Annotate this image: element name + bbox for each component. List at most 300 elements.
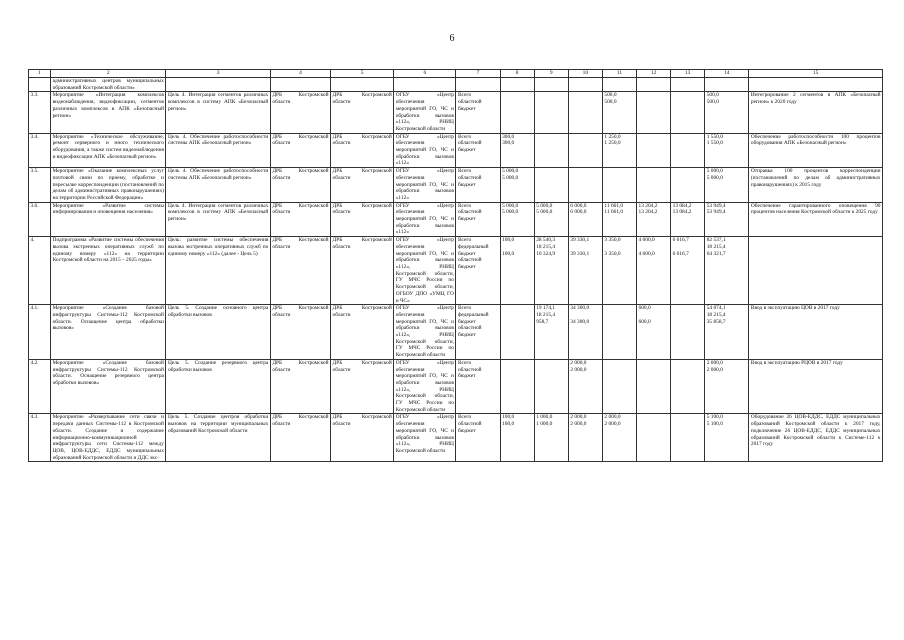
amount-col-12-line [639,367,669,374]
participants: ОГБУ «Центр обеспечения мероприятий ГО, ЧС и обработки вызовов «112» [395,168,454,201]
participants [394,78,456,92]
amount-col-9 [534,305,568,360]
amount-total-line: 2 000,0 [706,359,723,366]
amount-col-8-line: 300,0 [502,133,515,140]
amount-col-12 [637,168,671,203]
amount-col-11 [602,202,636,237]
row-number: 4.3. [29,414,51,462]
amount-col-11-line [604,312,634,319]
funding-source-line: областной бюджет [457,325,482,339]
amount-col-13-line [673,134,703,141]
amount-col-13-line [673,367,703,374]
header-col-2018: 11 [602,70,636,78]
expected-result: Обеспечение гарантированного оповещения 90 процентов населения Костромской области к 2025 году [749,202,883,237]
header-col-source: 7 [456,70,500,78]
table-row [29,168,883,203]
amount-total-line: 53 949,4 [706,202,726,209]
amount-col-13 [671,414,705,462]
amount-col-13 [671,305,705,360]
amount-col-11 [602,92,636,133]
amount-total [705,414,749,462]
expected-result: Интегрирование 2 сегментов в АПК «Безопасный регион» к 2020 году [749,92,883,133]
amount-col-13-line: 6 616,7 [672,237,689,244]
coordinator: ДРБ Костромской области [331,202,394,237]
coordinator [331,78,394,92]
amount-col-11-line: 2 000,0 [604,414,621,421]
amount-col-13-line: 13 084,2 [672,209,692,216]
amount-col-8-line [502,305,532,312]
amount-col-9-line [536,92,566,99]
amount-col-8 [500,237,534,305]
amount-total-line: 1 550,0 [706,140,723,147]
coordinator: ДРБ Костромской области [331,168,394,203]
amount-col-13 [671,237,705,305]
responsible-executor: ДРБ Костромской области [270,237,330,305]
amount-col-9 [534,359,568,414]
funding-source-line: областной бюджет [457,99,482,112]
row-number: 3.5. [29,168,51,203]
amount-col-8 [500,202,534,237]
amount-col-9-line: 19 174,1 [536,305,556,312]
amount-col-12-line [639,99,669,106]
amount-total-line: 5 100,0 [706,414,723,421]
measure-goal: Цель 4. Интеграция сегментов различных комплексов в систему АПК «Безопасный регион» [166,92,270,133]
amount-col-8 [500,133,534,168]
amount-col-11 [602,133,636,168]
expected-result: Отправка 100 процентов корреспонденции (постановлений по делам об административных правонарушениях) к 2015 году [749,168,883,203]
amount-col-12-line: 13 204,2 [638,202,658,209]
expected-result: Обеспечение работоспособности 100 процентов оборудования АПК «Безопасный регион» [749,133,883,168]
table-row [29,78,883,92]
amount-col-11-line: 3 350,0 [604,250,621,257]
amount-col-13-line [673,244,703,251]
expected-result: Оборудование 26 ЦОВ-ЕДДС, ЕДДС муниципальных образований Костромской области к 2017 году, подключение 26 ЦОВ-ЕДДС, ЕДДС муниципальных образований Костромской области к Системе-112 к 2017 году [749,414,883,462]
amount-col-8-line: 100,0 [502,414,515,421]
measure-goal: Цель 4. Обеспечение работоспособности системы АПК «Безопасный регион» [166,133,270,168]
header-col-2019: 12 [637,70,671,78]
amount-total-line: 18 215,4 [706,243,726,250]
amount-col-11 [602,78,636,92]
amount-col-13-line [673,414,703,421]
participants: ОГБУ «Центр обеспечения мероприятий ГО, ЧС и обработки вызовов «112», РНИЦ Костромской области [395,92,454,132]
amount-col-11-line: 3 350,0 [604,237,621,244]
amount-col-12-line [639,175,669,182]
amount-col-11-line [604,244,634,251]
measure-name: Подпрограмма «Развитие системы обеспечения вызова экстренных оперативных служб по единому номеру «112» на территории Костромской области на 2015 – 2025 годы» [51,237,166,305]
amount-col-11 [602,168,636,203]
amount-total [705,359,749,414]
amount-col-9-line: 1 000,0 [536,421,553,428]
row-number: 3.6. [29,202,51,237]
funding-source-line: Всего [457,168,472,175]
funding-source-line: областной бюджет [457,366,482,380]
coordinator: ДРБ Костромской области [331,305,394,360]
amount-col-11 [602,237,636,305]
amount-col-9 [534,168,568,203]
table-body [29,70,883,462]
amount-col-13-line [673,175,703,182]
amount-col-9 [534,237,568,305]
funding-source-line: Всего [457,305,472,312]
amount-col-8-line: 5 000,0 [502,202,519,209]
measure-goal: Цель 5. Создание центров обработки вызовов на территории муниципальных образований Костромской области [166,414,270,462]
amount-col-8-line [502,99,532,106]
amount-col-12 [637,78,671,92]
amount-col-10-line: 6 000,0 [570,209,587,216]
table-row [29,414,883,462]
participants: ОГБУ «Центр обеспечения мероприятий ГО, ЧС и обработки вызовов «112», РНИЦ Костромской области [394,414,456,462]
measure-goal [166,78,270,92]
coordinator: ДРБ Костромской области [331,92,394,133]
amount-col-9-line [536,168,566,175]
amount-col-9-line: 18 215,4 [536,243,556,250]
amount-col-8 [500,78,534,92]
amount-total-line: 53 949,4 [706,209,726,216]
amount-col-12-line: 13 204,2 [638,209,658,216]
amount-total-line: 82 537,1 [706,237,726,244]
measure-name: административных центров муниципальных образований Костромской области» [52,78,164,91]
header-col-num: 1 [29,70,51,78]
amount-col-10-line: 39 330,1 [570,237,590,244]
amount-total-line: 5 000,0 [706,174,723,181]
amount-col-12-line [639,140,669,147]
amount-col-9 [534,414,568,462]
amount-col-12 [637,133,671,168]
amount-col-9 [534,133,568,168]
amount-col-9-line: 10 324,9 [536,250,556,257]
amount-col-8-line [502,244,532,251]
amount-col-9-line [536,134,566,141]
table-row [29,133,883,168]
measure-name: Мероприятие «Развертывание сети связи и передачи данных Системы-112 в Костромской области. Создание и содержание информационно-коммуникационной инфраструктуры сети Системы-112 между ЦОВ, ЦОВ-ЕДДС, ЕДДС муниципальных образований Костромской области и ДДС экс- [52,414,164,461]
amount-col-10 [568,305,602,360]
amount-total [705,168,749,203]
amount-col-10 [568,202,602,237]
amount-col-9-line: 5 000,0 [536,202,553,209]
amount-col-12 [637,92,671,133]
measure-goal: Цель 4. Интеграция сегментов различных комплексов в систему АПК «Безопасный регион» [166,202,270,237]
amount-col-8-line [502,360,532,367]
row-number: 4.2. [29,359,51,414]
amount-col-11-line: 500,0 [604,92,617,99]
header-col-executor: 4 [270,70,330,78]
amount-col-8-line: 100,0 [502,237,515,244]
responsible-executor: ДРБ Костромской области [270,133,330,168]
amount-col-11-line [604,367,634,374]
amount-col-10-line [570,244,600,251]
funding-source-line: областной бюджет [457,209,482,223]
funding-source [456,168,500,203]
table-row [29,92,883,133]
amount-col-13-line [673,319,703,326]
amount-total-line: 54 074,1 [706,305,726,312]
amount-col-10-line: 2 000,0 [570,414,587,421]
amount-col-12-line: 600,0 [638,305,651,312]
funding-source-line: федеральный бюджет [457,243,489,257]
amount-col-8 [500,305,534,360]
amount-col-8 [500,359,534,414]
amount-total-line: 500,0 [706,92,719,99]
amount-total [705,305,749,360]
funding-source [456,202,500,237]
row-number: 3.4. [29,133,51,168]
amount-total [705,202,749,237]
amount-col-12-line: 4 600,0 [638,250,655,257]
header-col-2020: 13 [671,70,705,78]
amount-col-13-line [673,360,703,367]
amount-col-10 [568,133,602,168]
amount-total-line: 500,0 [706,99,719,106]
funding-source-line: Всего [457,133,472,140]
amount-total-line: 35 858,7 [706,318,726,325]
measure-name: Мероприятие «Оказание комплексных услуг почтовой связи по приему, обработке и пересылке корреспонденции (постановлений по делам об административных правонарушениях) на территории Российской Федерации» [52,168,164,201]
amount-col-9-line: 18 215,4 [536,311,556,318]
amount-col-12 [637,305,671,360]
amount-col-13 [671,168,705,203]
table-row [29,237,883,305]
amount-col-13-line: 6 616,7 [672,250,689,257]
amount-col-10 [568,168,602,203]
participants: ОГБУ «Центр обеспечения мероприятий ГО, ЧС и обработки вызовов «112», РНИЦ Костромской области, ГУ МЧС России по Костромской области, ОГБОУ ДПО «УМЦ ГО и ЧС» [395,237,454,304]
responsible-executor: ДРБ Костромской области [270,359,330,414]
amount-col-11-line: 2 000,0 [604,421,621,428]
table-row [29,359,883,414]
funding-source-line: областной бюджет [457,140,482,154]
amount-total [705,237,749,305]
amount-total-line: 2 000,0 [706,366,723,373]
amount-col-13-line [673,312,703,319]
amount-col-8-line [502,312,532,319]
amount-col-10 [568,359,602,414]
amount-col-10-line: 34 300,0 [570,318,590,325]
amount-col-10-line: 2 000,0 [570,421,587,428]
header-col-2017: 10 [568,70,602,78]
amount-col-11-line: 1 250,0 [604,133,621,140]
amount-total-line: 64 321,7 [706,250,726,257]
amount-col-13-line [673,140,703,147]
amount-col-12-line [639,92,669,99]
amount-col-12-line [639,244,669,251]
expected-result: Ввод в эксплуатацию РЦОВ в 2017 году [749,359,883,414]
funding-source-line: областной бюджет [457,421,482,434]
amount-col-9-line [536,99,566,106]
funding-source [456,92,500,133]
amount-col-8-line: 100,0 [502,421,515,428]
amount-col-10 [568,414,602,462]
amount-total-line: 5 000,0 [706,168,723,175]
header-col-2016: 9 [534,70,568,78]
amount-col-9 [534,202,568,237]
row-number: 3.3. [29,92,51,133]
header-row [29,70,883,78]
funding-source-line: областной бюджет [457,174,482,188]
amount-col-12-line [639,312,669,319]
responsible-executor: ДРБ Костромской области [270,202,330,237]
amount-col-9-line: 5 000,0 [536,209,553,216]
amount-col-8-line: 100,0 [502,250,515,257]
amount-col-9-line: 1 000,0 [536,414,553,421]
funding-source [456,237,500,305]
expected-result [749,78,883,92]
funding-source [456,359,500,414]
amount-col-13-line [673,421,703,428]
amount-col-13 [671,359,705,414]
amount-col-11-line [604,168,634,175]
funding-source-line: Всего [457,237,472,244]
amount-col-10-line [570,92,600,99]
amount-col-12 [637,414,671,462]
amount-col-11-line: 11 661,0 [604,202,624,209]
amount-col-10 [568,237,602,305]
amount-col-12-line [639,360,669,367]
amount-col-10-line: 6 000,0 [570,202,587,209]
amount-col-9-line: 28 540,3 [536,237,556,244]
amount-col-10-line: 39 330,1 [570,250,590,257]
coordinator: ДРБ Костромской области [331,237,394,305]
amount-total [705,133,749,168]
amount-total-line: 1 550,0 [706,133,723,140]
responsible-executor: ДРБ Костромской области [270,92,330,133]
amount-col-11-line [604,319,634,326]
amount-col-9-line [536,140,566,147]
amount-col-9-line [536,175,566,182]
header-col-goal: 3 [166,70,270,78]
amount-col-11 [602,359,636,414]
amount-col-13 [671,78,705,92]
responsible-executor [270,78,330,92]
amount-col-11-line: 1 250,0 [604,140,621,147]
row-number: 4.1. [29,305,51,360]
coordinator: ДРБ Костромской области [331,414,394,462]
amount-col-10-line [570,140,600,147]
amount-col-8-line [502,92,532,99]
participants: ОГБУ «Центр обеспечения мероприятий ГО, ЧС и обработки вызовов «112» [395,133,454,167]
amount-col-8-line: 5 000,0 [502,174,519,181]
amount-col-8 [500,414,534,462]
funding-source-line: Всего [457,202,472,209]
amount-col-13-line [673,99,703,106]
measure-goal: Цель: развитие системы обеспечения вызова экстренных оперативных служб по единому номеру «112» (далее - Цель 5) [166,237,270,305]
funding-source [456,78,500,92]
amount-col-10 [568,78,602,92]
header-col-manager: 5 [331,70,394,78]
amount-col-13 [671,202,705,237]
amount-col-12-line [639,168,669,175]
responsible-executor: ДРБ Костромской области [270,305,330,360]
funding-source [456,305,500,360]
amount-col-12-line: 4 600,0 [638,237,655,244]
program-table [28,69,883,462]
header-col-2015: 8 [500,70,534,78]
funding-source-line: областной бюджет [457,257,482,270]
amount-col-11-line [604,305,634,312]
amount-col-10-line: 34 300,0 [570,305,590,312]
funding-source-line: федеральный бюджет [457,311,489,325]
measure-goal: Цель 4. Обеспечение работоспособности системы АПК «Безопасный регион» [166,168,270,203]
measure-goal: Цель 5. Создание основного центра обработки вызовов [166,305,270,360]
header-col-result: 15 [749,70,883,78]
amount-col-8-line: 5 000,0 [502,209,519,216]
amount-col-13-line: 13 084,2 [672,202,692,209]
amount-col-9-line [536,367,566,374]
amount-col-12-line [639,134,669,141]
responsible-executor: ДРБ Костромской области [270,414,330,462]
amount-col-10-line: 2 000,0 [570,366,587,373]
funding-source [456,133,500,168]
amount-col-8-line [502,367,532,374]
amount-col-9-line: 958,7 [536,318,549,325]
amount-col-13 [671,92,705,133]
participants: ОГБУ «Центр обеспечения мероприятий ГО, ЧС и обработки вызовов «112» [395,202,454,236]
amount-col-11-line [604,175,634,182]
participants: ОГБУ «Центр обеспечения мероприятий ГО, ЧС и обработки вызовов «112», РНИЦ Костромской области, ГУ МЧС России по Костромской области [395,305,454,359]
amount-col-11-line [604,360,634,367]
measure-goal: Цель 5. Создание резервного центра обработки вызовов [166,359,270,414]
amount-col-8-line [502,319,532,326]
amount-total-line: 18 215,4 [706,311,726,318]
amount-col-12-line [639,421,669,428]
amount-col-12 [637,202,671,237]
funding-source [456,414,500,462]
amount-col-11-line: 500,0 [604,99,617,106]
amount-col-8 [500,168,534,203]
amount-col-10-line [570,99,600,106]
amount-col-8-line: 300,0 [502,140,515,147]
amount-col-12-line [639,414,669,421]
amount-col-11 [602,414,636,462]
participants: ОГБУ «Центр обеспечения мероприятий ГО, ЧС и обработки вызовов «112», РНИЦ Костромской области, ГУ МЧС России по Костромской области [395,359,454,413]
amount-col-12-line: 600,0 [638,318,651,325]
amount-total [705,78,749,92]
responsible-executor: ДРБ Костромской области [270,168,330,203]
coordinator: ДРБ Костромской области [331,133,394,168]
page-number: 6 [449,33,455,44]
expected-result: Ввод в эксплуатацию ЦОВ в 2017 году [749,305,883,360]
measure-name: Мероприятие «Интеграция комплексов видеонаблюдения, видеофиксации, сегментов различных комплексов в АПК «Безопасный регион» [51,92,166,133]
amount-col-10-line [570,312,600,319]
funding-source-line: Всего [457,414,472,421]
expected-result [749,237,883,305]
amount-col-8 [500,92,534,133]
amount-col-13-line [673,305,703,312]
amount-col-10-line: 2 000,0 [570,359,587,366]
amount-col-9-line [536,360,566,367]
amount-total-line: 5 100,0 [706,421,723,428]
amount-col-12 [637,359,671,414]
table-row [29,305,883,360]
amount-col-13-line [673,168,703,175]
amount-col-10 [568,92,602,133]
amount-col-10-line [570,134,600,141]
funding-source-line: Всего [457,359,472,366]
funding-source-line: Всего [457,92,472,99]
amount-total [705,92,749,133]
measure-name: Мероприятие «Создание базовой инфраструктуры Системы-112 Костромской области. Оснащение центра обработки вызовов» [51,305,166,360]
amount-col-9 [534,92,568,133]
measure-name: Мероприятие «Развитие системы информирования и оповещения населения» [51,202,166,237]
measure-name: Мероприятие «Создание базовой инфраструктуры Системы-112 Костромской области. Оснащение резервного центра обработки вызовов» [51,359,166,414]
coordinator: ДРБ Костромской области [331,359,394,414]
amount-col-11 [602,305,636,360]
amount-col-10-line [570,168,600,175]
header-col-total: 14 [705,70,749,78]
header-col-participants: 6 [394,70,456,78]
amount-col-13-line [673,92,703,99]
amount-col-8-line: 5 000,0 [502,168,519,175]
amount-col-13 [671,133,705,168]
amount-col-12 [637,237,671,305]
amount-col-9 [534,78,568,92]
